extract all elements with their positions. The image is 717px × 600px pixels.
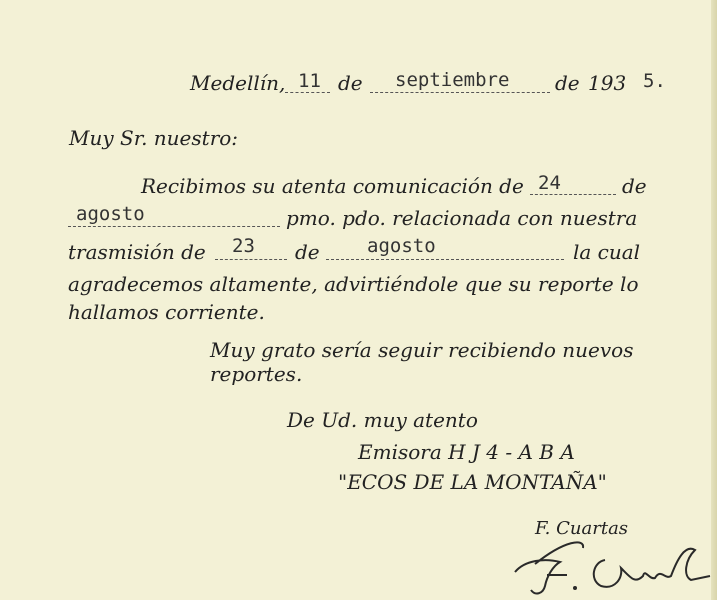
comm-day-value: 24 [538, 172, 561, 194]
date-de-2: de [555, 71, 580, 95]
date-de-1: de [338, 71, 363, 95]
closing-line-1: Muy grato sería seguir recibiendo nuevos [210, 338, 634, 362]
date-year-prefix: 193 [588, 71, 627, 95]
trans-month-value: agosto [367, 235, 436, 257]
city-label: Medellín, [190, 71, 286, 95]
body-line-4: agradecemos altamente, advirtiéndole que su reporte lo [68, 272, 639, 296]
comm-day-rule [530, 194, 616, 195]
body-line-1-end: de [622, 174, 647, 198]
comm-month-rule [68, 226, 280, 227]
date-day: 11 [298, 70, 321, 92]
comm-month-value: agosto [76, 203, 145, 225]
date-year-suffix: 5. [643, 70, 666, 92]
station-callsign: Emisora H J 4 - A B A [358, 440, 575, 464]
body-line-3-end: la cual [573, 240, 641, 264]
body-line-1: Recibimos su atenta comunicación de [141, 174, 524, 198]
trans-day-value: 23 [232, 235, 255, 257]
card-edge [711, 0, 717, 600]
salutation: Muy Sr. nuestro: [69, 126, 239, 150]
body-line-3: trasmisión de [68, 240, 206, 264]
body-line-2: pmo. pdo. relacionada con nuestra [286, 206, 638, 230]
day-rule [285, 92, 330, 93]
handwritten-signature [505, 520, 717, 600]
trans-day-rule [215, 259, 287, 260]
signer-name: F. Cuartas [535, 518, 629, 539]
date-month: septiembre [395, 69, 510, 91]
body-line-5: hallamos corriente. [68, 300, 265, 324]
signoff-line-1: De Ud. muy atento [287, 408, 478, 432]
station-slogan: "ECOS DE LA MONTAÑA" [338, 470, 607, 494]
closing-line-2: reportes. [210, 362, 303, 386]
trans-month-rule [326, 259, 564, 260]
body-line-3-de: de [295, 240, 320, 264]
month-rule [370, 92, 550, 93]
